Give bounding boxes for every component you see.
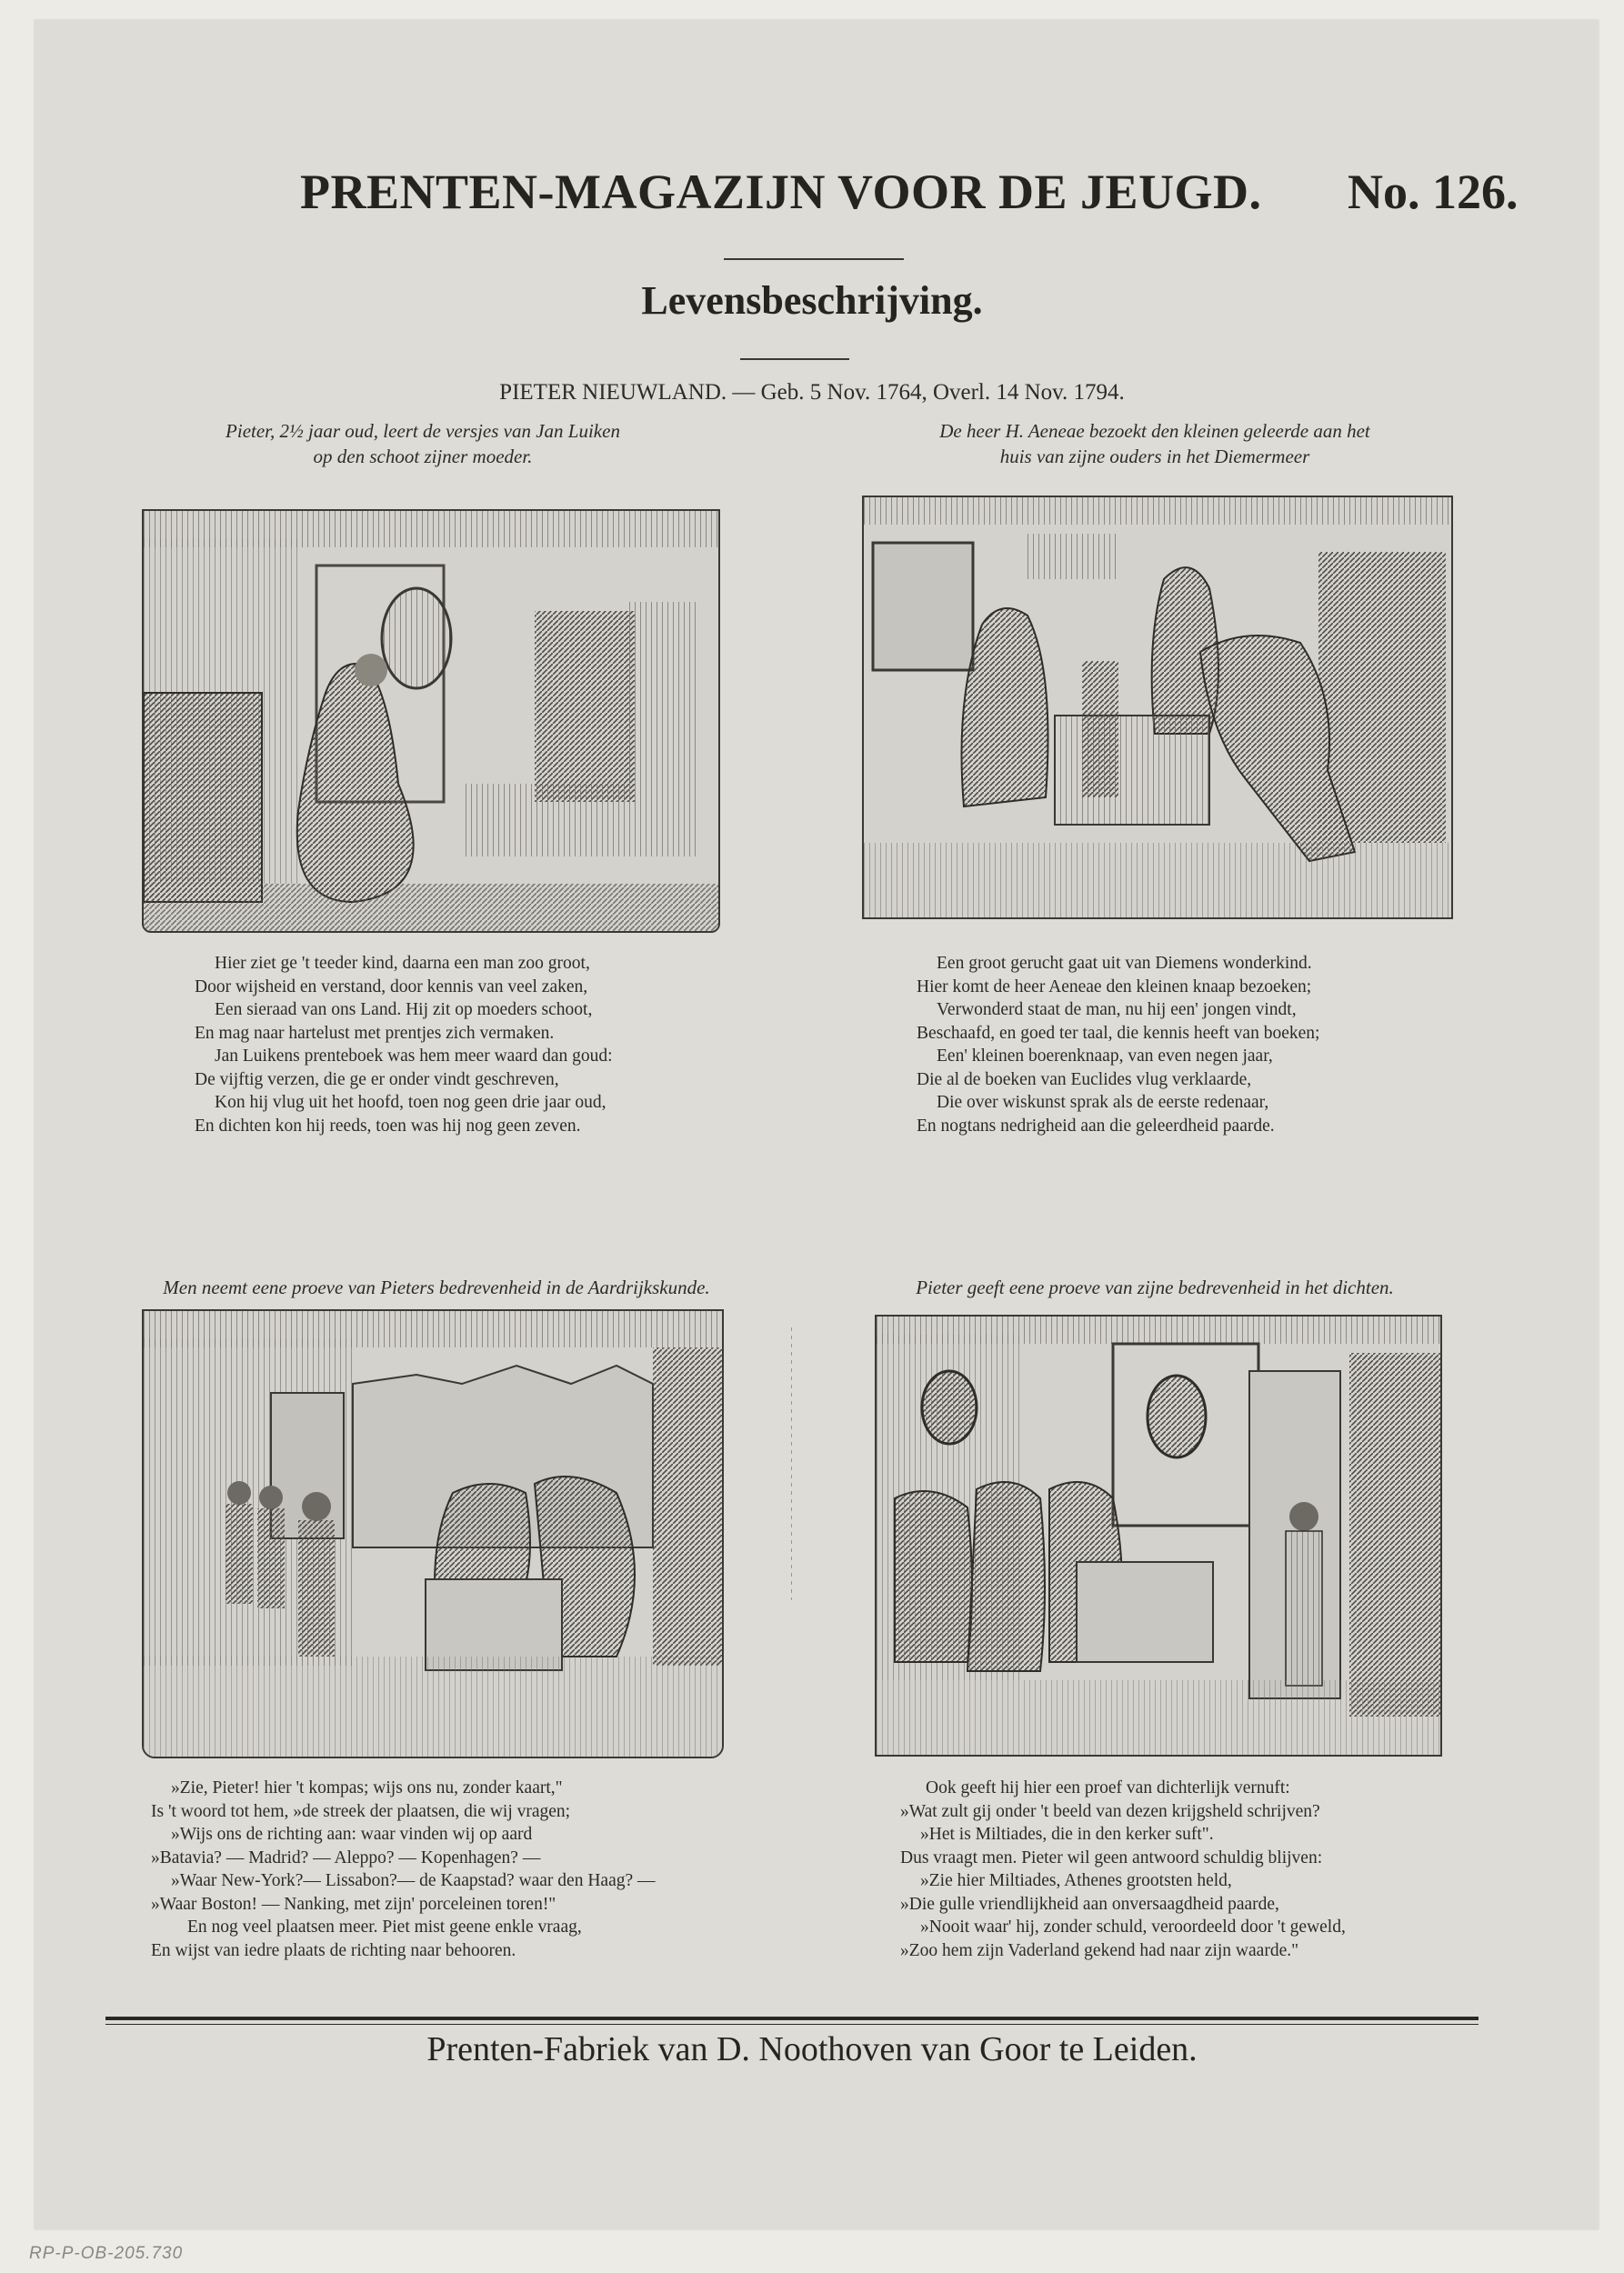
verse-line: »Zoo hem zijn Vaderland gekend had naar zijn waarde." (900, 1940, 1299, 1960)
verse-line: Ook geeft hij hier een proef van dichterlijk vernuft: (926, 1778, 1290, 1797)
verse-line: En wijst van iedre plaats de richting naar behooren. (151, 1940, 516, 1960)
verse-line: »Batavia? — Madrid? — Aleppo? — Kopenhagen? — (151, 1847, 541, 1867)
publisher-line: Prenten-Fabriek van D. Noothoven van Goor te Leiden. (426, 2030, 1198, 2068)
panel-1-caption (136, 418, 709, 469)
verse-line: Door wijsheid en verstand, door kennis van veel zaken, (195, 976, 588, 996)
verse-line: Dus vraagt men. Pieter wil geen antwoord schuldig blijven: (900, 1847, 1323, 1867)
subtitle-divider (740, 358, 849, 360)
verse-line: »Waar Boston! — Nanking, met zijn' porceleinen toren!" (151, 1894, 556, 1914)
verse-line: »Zie, Pieter! hier 't kompas; wijs ons nu, zonder kaart," (171, 1778, 563, 1797)
title-divider (724, 258, 904, 260)
verse-line: »Waar New-York?— Lissabon?— de Kaapstad? waar den Haag? — (171, 1871, 656, 1890)
panel-1-verse (195, 952, 704, 1137)
verse-line: Hier komt de heer Aeneae den kleinen knaap bezoeken; (917, 976, 1312, 996)
caption-line: Men neemt eene proeve van Pieters bedrevenheid in de Aardrijkskunde. (163, 1277, 710, 1298)
verse-line: »Wat zult gij onder 't beeld van dezen krijgsheld schrijven? (900, 1801, 1320, 1821)
verse-line: En mag naar hartelust met prentjes zich vermaken. (195, 1023, 555, 1043)
inventory-number: RP-P-OB-205.730 (29, 2244, 184, 2263)
verse-line: Een' kleinen boerenknaap, van even negen jaar, (937, 1046, 1273, 1066)
engraving-mother-and-child (142, 509, 720, 933)
verse-line: »Het is Miltiades, die in den kerker suft". (920, 1825, 1214, 1844)
panel-2-caption (873, 418, 1437, 469)
verse-line: Kon hij vlug uit het hoofd, toen nog geen drie jaar oud, (215, 1093, 606, 1112)
footer-rule-thin (105, 2024, 1479, 2025)
verse-line: Die al de boeken van Euclides vlug verklaarde, (917, 1069, 1252, 1089)
issue-number: No. 126. (1348, 165, 1519, 219)
verse-line: De vijftig verzen, die ge er onder vindt geschreven, (195, 1069, 559, 1089)
verse-line: En nogtans nedrigheid aan die geleerdheid paarde. (917, 1116, 1275, 1136)
verse-line: Beschaafd, en goed ter taal, die kennis heeft van boeken; (917, 1023, 1320, 1043)
biography-dates: PIETER NIEUWLAND. — Geb. 5 Nov. 1764, Overl. 14 Nov. 1794. (499, 380, 1125, 405)
panel-4-verse (900, 1777, 1464, 1962)
verse-line: Een sieraad van ons Land. Hij zit op moeders schoot, (215, 1000, 593, 1019)
caption-line: Pieter, 2½ jaar oud, leert de versjes van Jan Luiken (226, 420, 620, 442)
panel-3-caption (100, 1275, 773, 1300)
caption-line: De heer H. Aeneae bezoekt den kleinen geleerde aan het (939, 420, 1370, 442)
verse-line: Is 't woord tot hem, »de streek der plaatsen, die wij vragen; (151, 1801, 571, 1821)
footer-rule (105, 2017, 1479, 2020)
caption-line: Pieter geeft eene proeve van zijne bedrevenheid in het dichten. (916, 1277, 1394, 1298)
verse-line: En nog veel plaatsen meer. Piet mist geene enkle vraag, (187, 1918, 582, 1937)
verse-line: »Nooit waar' hij, zonder schuld, veroordeeld door 't geweld, (920, 1918, 1346, 1937)
verse-line: »Zie hier Miltiades, Athenes grootsten held, (920, 1871, 1232, 1890)
engraving-visit-of-aeneae (862, 496, 1453, 919)
engraving-poetry-test (875, 1315, 1442, 1757)
engraving-geography-test (142, 1309, 724, 1758)
magazine-title: PRENTEN-MAGAZIJN VOOR DE JEUGD. (300, 165, 1262, 219)
panel-2-verse (917, 952, 1426, 1137)
caption-line: huis van zijne ouders in het Diemermeer (999, 446, 1310, 467)
verse-line: Een groot gerucht gaat uit van Diemens wonderkind. (937, 954, 1312, 973)
verse-line: Jan Luikens prenteboek was hem meer waard dan goud: (215, 1046, 613, 1066)
verse-line: »Wijs ons de richting aan: waar vinden wij op aard (171, 1825, 533, 1844)
verse-line: Verwonderd staat de man, nu hij een' jongen vindt, (937, 1000, 1297, 1019)
panel-4-caption (837, 1275, 1473, 1300)
verse-line: Hier ziet ge 't teeder kind, daarna een man zoo groot, (215, 954, 590, 973)
panel-3-verse (151, 1777, 733, 1962)
section-title: Levensbeschrijving. (641, 278, 983, 323)
verse-line: Die over wiskunst sprak als de eerste redenaar, (937, 1093, 1269, 1112)
verse-line: »Die gulle vriendlijkheid aan onversaagdheid paarde, (900, 1894, 1279, 1914)
caption-line: op den schoot zijner moeder. (313, 446, 533, 467)
verse-line: En dichten kon hij reeds, toen was hij nog geen zeven. (195, 1116, 581, 1136)
column-divider (791, 1327, 792, 1600)
